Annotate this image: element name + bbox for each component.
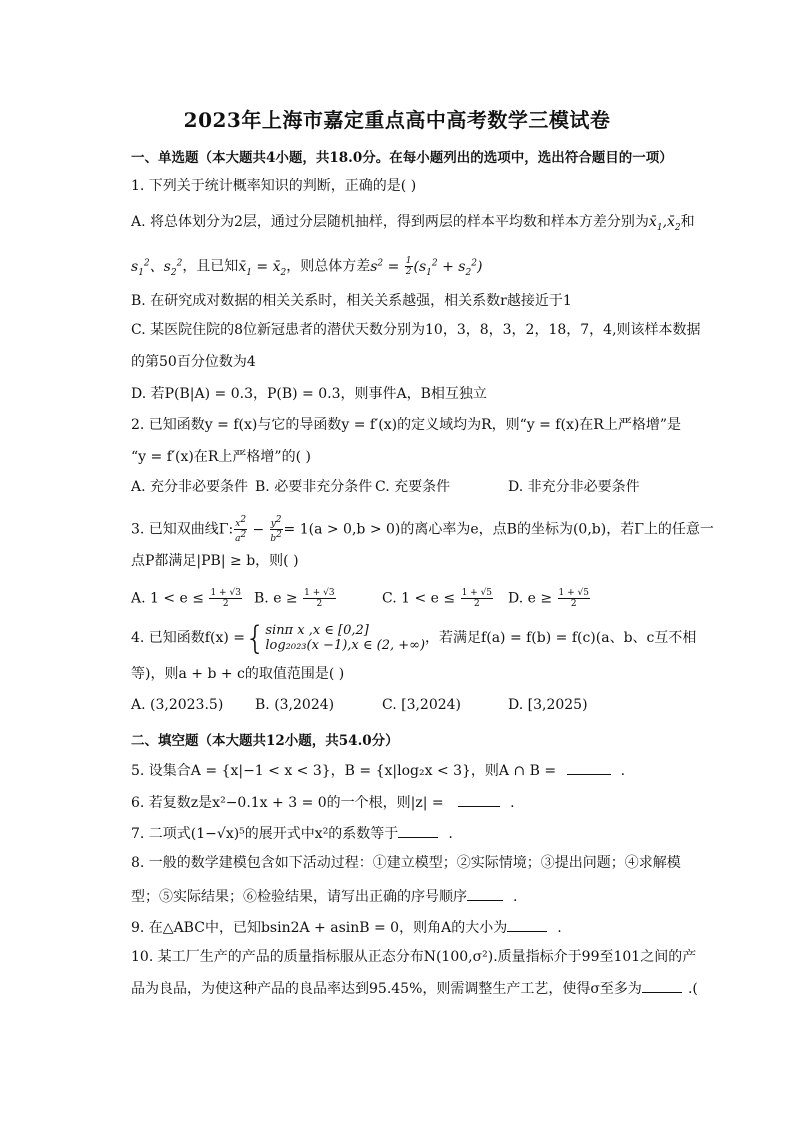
question-3-line1: 3. 已知双曲线Γ: $\frac{x^2}{a^2}$ − $\frac{y^2}{b^2}$ = 1(a > 0,b > 0)的离心率为e，点B的坐标为(0,b)，若Γ上的任意一 bbox=[131, 515, 714, 544]
question-10-line2: 品为良品，为使这种产品的良品率达到95.45%，则需调整生产工艺，使得σ至多为 .( bbox=[131, 978, 698, 998]
answer-blank bbox=[458, 792, 500, 807]
question-7: 7. 二项式(1−√x)⁵的展开式中x²的系数等于 . bbox=[131, 823, 453, 843]
xbar-symbols: $x̄_1,x̄_2$ bbox=[648, 214, 681, 233]
question-8-line1: 8. 一般的数学建模包含如下活动过程：①建立模型；②实际情境；③提出问题；④求解模 bbox=[131, 855, 681, 871]
question-5: 5. 设集合A = {x|−1 < x < 3}，B = {x|log₂x < 3}，则A ∩ B = . bbox=[131, 760, 625, 780]
question-1-option-c-line2: 的第50百分位数为4 bbox=[131, 354, 256, 370]
answer-blank bbox=[398, 823, 438, 838]
question-2-line2: “y = f′(x)在R上严格增”的( ) bbox=[131, 449, 311, 465]
piecewise-cases: sinπ x ,x ∈ [0,2] log₂₀₂₃(x −1),x ∈ (2, +∞) bbox=[265, 623, 426, 653]
hyperbola-equation: $\frac{x^2}{a^2}$ − $\frac{y^2}{b^2}$ bbox=[235, 515, 282, 544]
question-4-option-a: A. (3,2023.5) bbox=[131, 697, 224, 713]
question-2-line1: 2. 已知函数y = f(x)与它的导函数y = f′(x)的定义域均为R，则“y = f(x)在R上严格增”是 bbox=[131, 417, 682, 433]
question-1-option-a-line2: $s_1^2$、$s_2^2$，且已知$x̄_1$ = $x̄_2$，则总体方差$s^2$ = $\frac{1}{2}$ $(s_1^2 + s_2^2)$ bbox=[131, 256, 483, 278]
question-3-line2: 点P都满足|PB| ≥ b，则( ) bbox=[131, 553, 299, 569]
question-4-option-c: C. [3,2024) bbox=[382, 697, 462, 713]
page-title: 2023年上海市嘉定重点高中高考数学三模试卷 bbox=[183, 108, 611, 132]
question-1-stem: 1. 下列关于统计概率知识的判断，正确的是( ) bbox=[131, 178, 417, 194]
question-2-option-b: B. 必要非充分条件 bbox=[255, 479, 373, 495]
question-10-line1: 10. 某工厂生产的产品的质量指标服从正态分布N(100,σ²).质量指标介于99至101之间的产 bbox=[131, 949, 697, 965]
question-2-option-d: D. 非充分非必要条件 bbox=[508, 479, 640, 495]
question-1-option-c-line1: C. 某医院住院的8位新冠患者的潜伏天数分别为10，3，8，3，2，18，7，4,则该样本数据 bbox=[131, 322, 701, 338]
question-8-line2: 型；⑤实际结果；⑥检验结果，请写出正确的序号顺序 . bbox=[131, 886, 517, 906]
question-1-option-b: B. 在研究成对数据的相关关系时，相关关系越强，相关系数r越接近于1 bbox=[131, 293, 572, 309]
question-4-option-b: B. (3,2024) bbox=[255, 697, 335, 713]
question-4-line1: 4. 已知函数f(x) ={ sinπ x ,x ∈ [0,2] log₂₀₂₃(x −1),x ∈ (2, +∞) ，若满足f(a) = f(b) = f(c)(a、b、c互不相 bbox=[131, 619, 697, 657]
section-heading-fill-blank: 二、填空题（本大题共12小题，共54.0分） bbox=[131, 733, 399, 749]
question-2-option-a: A. 充分非必要条件 bbox=[131, 479, 249, 495]
question-6: 6. 若复数z是x²−0.1x + 3 = 0的一个根，则|z| = . bbox=[131, 792, 515, 812]
variance-formula: $s^2$ = $\frac{1}{2}$ $(s_1^2 + s_2^2)$ bbox=[370, 256, 483, 278]
mean-equality: $x̄_1$ = $x̄_2$ bbox=[238, 258, 287, 278]
answer-blank bbox=[642, 978, 682, 993]
question-2-option-c: C. 充要条件 bbox=[375, 479, 451, 495]
answer-blank bbox=[567, 760, 611, 775]
variance-symbols: $s_1^2$、$s_2^2$ bbox=[131, 258, 183, 278]
answer-blank bbox=[467, 886, 503, 901]
question-3-option-d: D. e ≥ $\frac{1 + √5}{2}$ bbox=[508, 588, 589, 609]
answer-blank bbox=[507, 917, 547, 932]
question-3-option-b: B. e ≥ $\frac{1 + √3}{2}$ bbox=[254, 588, 335, 609]
question-3-option-a: A. 1 < e ≤ $\frac{1 + √3}{2}$ bbox=[131, 588, 241, 609]
left-brace-icon: { bbox=[245, 619, 266, 657]
question-4-line2: 等)，则a + b + c的取值范围是( ) bbox=[131, 666, 345, 682]
question-4-option-d: D. [3,2025) bbox=[508, 697, 588, 713]
question-1-option-a-line1: A. 将总体划分为2层，通过分层随机抽样，得到两层的样本平均数和样本方差分别为$x̄_1,x̄_2$和 bbox=[131, 214, 695, 233]
question-3-option-c: C. 1 < e ≤ $\frac{1 + √5}{2}$ bbox=[382, 588, 493, 609]
question-9: 9. 在△ABC中，已知bsin2A + asinB = 0，则角A的大小为 . bbox=[131, 917, 562, 937]
section-heading-single-choice: 一、单选题（本大题共4小题，共18.0分。在每小题列出的选项中，选出符合题目的一项） bbox=[131, 150, 673, 166]
question-1-option-d: D. 若P(B|A) = 0.3，P(B) = 0.3，则事件A，B相互独立 bbox=[131, 386, 487, 402]
